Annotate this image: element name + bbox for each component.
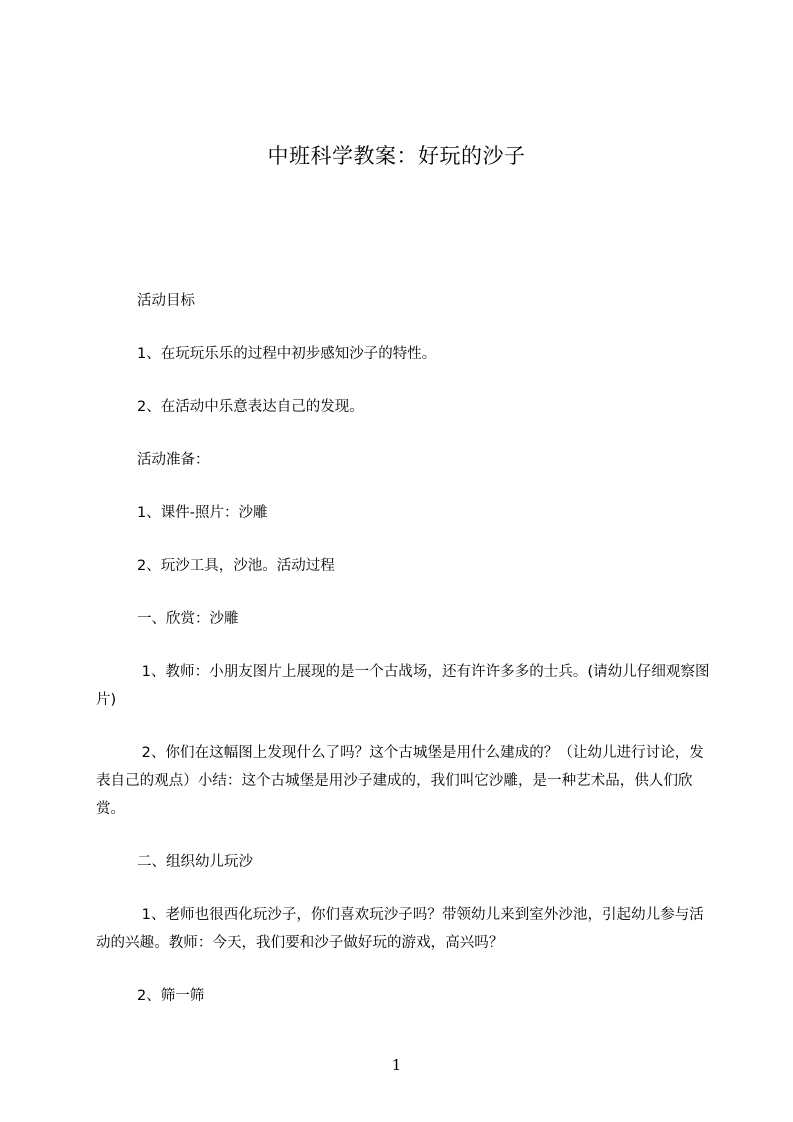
sand-play-item-2: 2、筛一筛 [137,988,205,1004]
document-body [96,287,712,1035]
section-heading-activity-goals: 活动目标 [137,293,195,309]
document-title: 中班科学教案：好玩的沙子 [267,144,526,168]
appreciation-item-2: 2、你们在这幅图上发现什么了吗？这个古城堡是用什么建成的？（让幼儿进行讨论，发表自己的观点）小结：这个古城堡是用沙子建成的，我们叫它沙雕，是一种艺术品，供人们欣赏。 [96,745,704,817]
goal-item-2: 2、在活动中乐意表达自己的发现。 [137,399,364,415]
section-heading-appreciation: 一、欣赏：沙雕 [137,611,239,627]
preparation-item-2: 2、玩沙工具，沙池。活动过程 [137,558,335,574]
goal-item-1: 1、在玩玩乐乐的过程中初步感知沙子的特性。 [137,346,437,362]
section-heading-sand-play: 二、组织幼儿玩沙 [137,854,253,870]
preparation-item-1: 1、课件-照片：沙雕 [137,505,268,521]
page-number: 1 [391,1056,402,1074]
section-heading-preparation: 活动准备： [137,452,210,468]
appreciation-item-1: 1、教师：小朋友图片上展现的是一个古战场，还有许许多多的士兵。(请幼儿仔细观察图片) [96,664,710,708]
sand-play-item-1: 1、老师也很西化玩沙子，你们喜欢玩沙子吗？带领幼儿来到室外沙池，引起幼儿参与活动的兴趣。教师：今天，我们要和沙子做好玩的游戏，高兴吗？ [96,907,704,951]
